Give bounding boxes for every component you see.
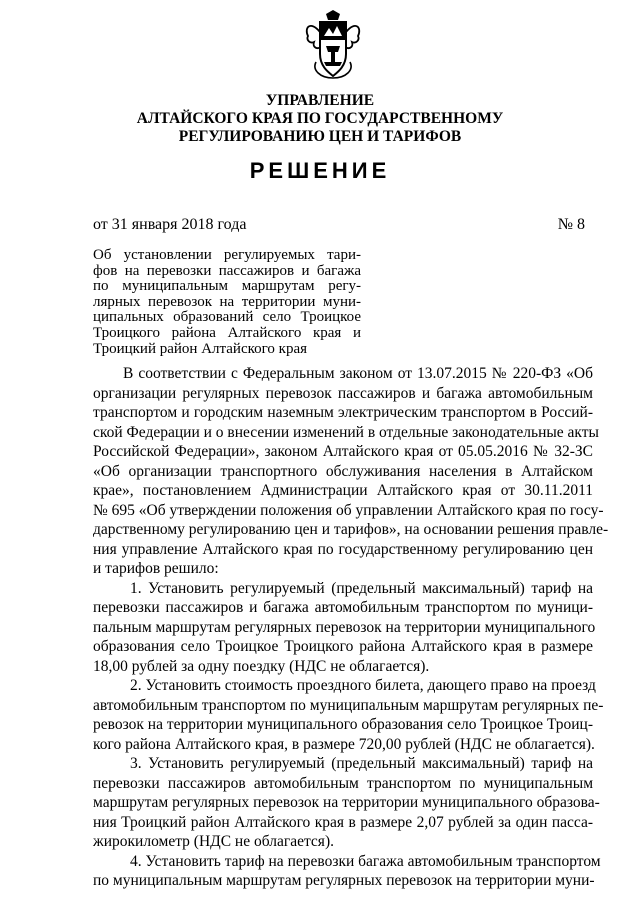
subject-line: Об установлении регулируемых тари-: [93, 247, 361, 263]
subject-line: лярных перевозок на территории муни-: [93, 293, 361, 310]
document-subject: [93, 248, 361, 357]
document-type-title: РЕШЕНИЕ: [249, 158, 391, 183]
body-line: В соответствии с Федеральным законом от 13.07.2015 № 220-ФЗ «Об: [123, 365, 593, 382]
body-line: дарственному регулированию цен и тарифов», на основании решения правле-: [93, 521, 609, 538]
body-line: перевозки пассажиров автомобильным транспортом по муниципальным: [93, 774, 593, 792]
body-line: кого района Алтайского края, в размере 720,00 рублей (НДС не облагается).: [93, 735, 595, 753]
body-line: ревозок на территории муниципального образования село Троицкое Троиц-: [93, 716, 593, 733]
body-line: перевозки пассажиров и багажа автомобильным транспортом по муници-: [93, 599, 593, 616]
subject-line: ципальных образований село Троицкое: [93, 309, 361, 326]
document-body: [93, 364, 609, 891]
org-line-2: АЛТАЙСКОГО КРАЯ ПО ГОСУДАРСТВЕННОМУ: [136, 110, 504, 127]
body-line: пальным маршрутам регулярных перевозок на территории муниципального: [93, 618, 596, 636]
organization-name: [0, 92, 640, 146]
body-line: 2. Установить стоимость проездного билета, дающего право на проезд: [130, 677, 596, 694]
document-date: от 31 января 2018 года: [93, 216, 247, 233]
subject-line: Троицкий район Алтайского края: [93, 340, 307, 357]
body-line: Российской Федерации», законом Алтайского края от 05.05.2016 № 32-ЗС: [93, 443, 593, 460]
body-line: по муниципальным маршрутам регулярных перевозок на территории муни-: [93, 872, 595, 889]
subject-line: фов на перевозки пассажиров и багажа: [93, 262, 361, 279]
subject-line: Троицкого района Алтайского края и: [93, 324, 361, 341]
altai-krai-coat-of-arms-icon: [302, 10, 364, 80]
body-line: транспортом и городским наземным электрическим транспортом в Россий-: [93, 404, 593, 421]
body-line: жирокилометр (НДС не облагается).: [93, 833, 334, 850]
document-number: № 8: [557, 216, 585, 233]
body-line: крае», постановлением Администрации Алтайского края от 30.11.2011: [93, 482, 593, 499]
body-line: 4. Установить тариф на перевозки багажа автомобильным транспортом: [130, 852, 601, 870]
body-line: организации регулярных перевозок пассажиров и багажа автомобильным: [93, 384, 593, 402]
body-line: «Об организации транспортного обслуживания населения в Алтайском: [93, 462, 593, 480]
body-line: 1. Установить регулируемый (предельный максимальный) тариф на: [130, 579, 593, 597]
body-line: автомобильным транспортом по муниципальным маршрутам регулярных пе-: [93, 696, 604, 714]
subject-line: по муниципальным маршрутам регу-: [93, 278, 361, 295]
body-line: и тарифов решило:: [93, 560, 219, 577]
body-line: 3. Установить регулируемый (предельный максимальный) тариф на: [130, 755, 593, 772]
body-line: образования село Троицкое Троицкого района Алтайского края в размере: [93, 638, 593, 655]
body-line: маршрутам регулярных перевозок на территории муниципального образова-: [93, 794, 600, 811]
body-line: ния Троицкий район Алтайского края в размере 2,07 рублей за один пасса-: [93, 813, 593, 831]
body-line: ской Федерации и о внесении изменений в отдельные законодательные акты: [93, 423, 599, 441]
body-line: ния управление Алтайского края по государственному регулированию цен: [93, 540, 593, 558]
body-line: № 695 «Об утверждении положения об управлении Алтайского края по госу-: [93, 501, 604, 519]
org-line-3: РЕГУЛИРОВАНИЮ ЦЕН И ТАРИФОВ: [178, 128, 462, 145]
org-line-1: УПРАВЛЕНИЕ: [265, 92, 375, 109]
body-line: 18,00 рублей за одну поездку (НДС не облагается).: [93, 657, 430, 675]
